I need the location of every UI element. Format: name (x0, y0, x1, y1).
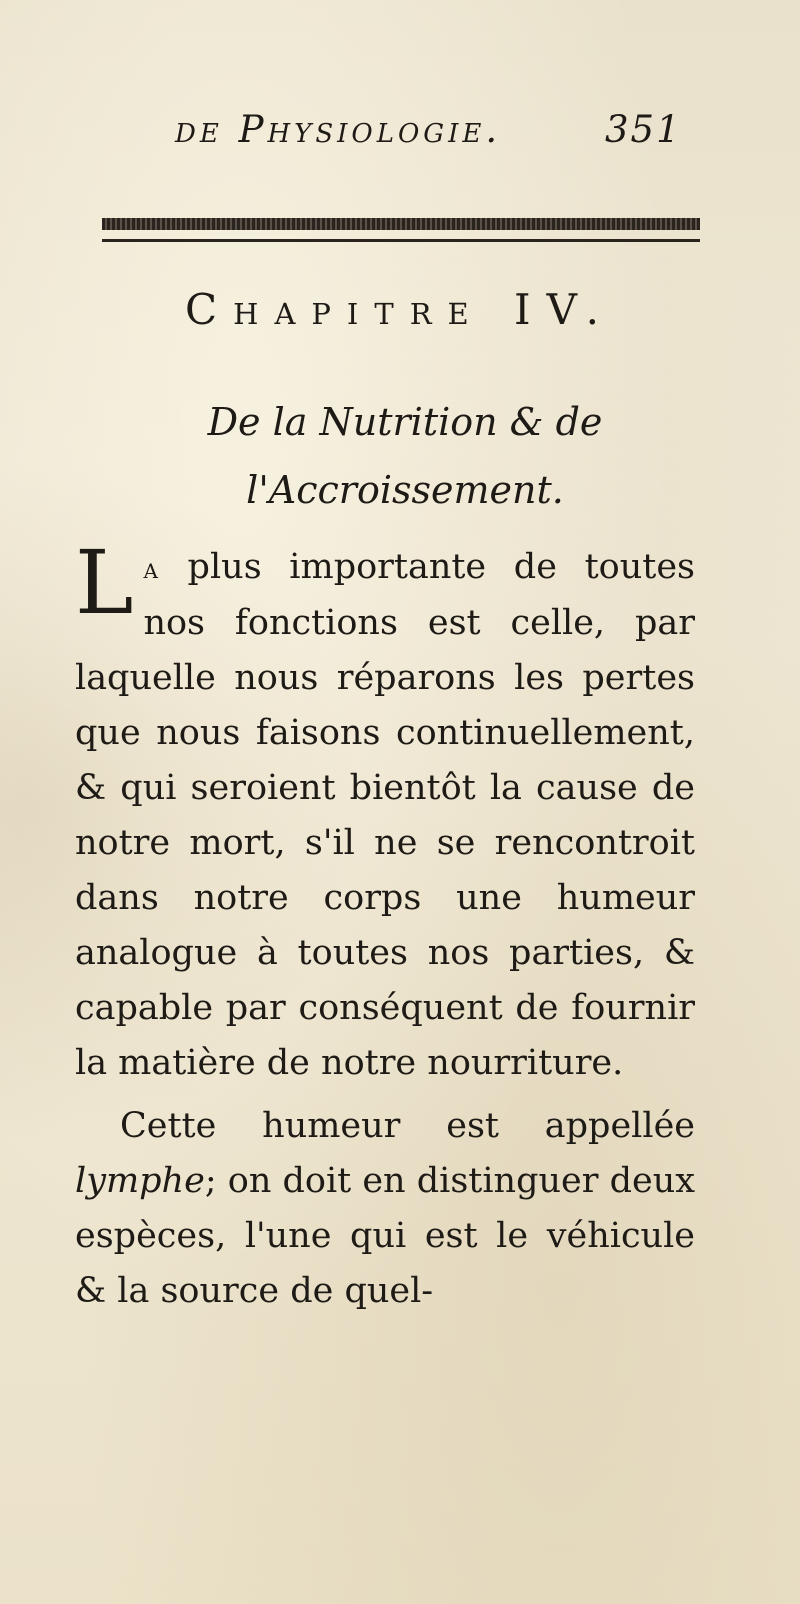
paragraph-1 (75, 531, 695, 1091)
paragraph-1-text: plus importante de toutes nos fonctions est celle, par laquelle nous réparons les pertes que nous faisons continuellement, & qui seroient bientôt la cause de notre mort, s'il ne se rencontroit dans notre corps une humeur analogue à toutes nos parties, & capable par conséquent de fournir la matière de notre nourriture. (75, 547, 695, 1083)
section-title: De la Nutrition & de l'Accroissement. (207, 400, 603, 512)
ornamental-rule (102, 218, 700, 230)
chapter-title: Chapitre IV. (185, 285, 615, 334)
running-head (175, 108, 695, 158)
paragraph-2-term: lymphe (75, 1161, 205, 1201)
paragraph-2 (75, 1099, 695, 1319)
running-head-title: de Physiologie. (175, 108, 502, 151)
paragraph-2-rest: ; on doit en distinguer deux espèces, l'une qui est le véhicule & la source de quel- (75, 1161, 695, 1311)
drop-cap: L (75, 531, 134, 634)
first-word-rest: a (143, 552, 160, 585)
paragraph-2-start: Cette humeur est appellée (120, 1106, 695, 1146)
body-text (75, 531, 695, 1319)
page-number: 351 (605, 108, 682, 151)
divider-rule (102, 239, 700, 242)
